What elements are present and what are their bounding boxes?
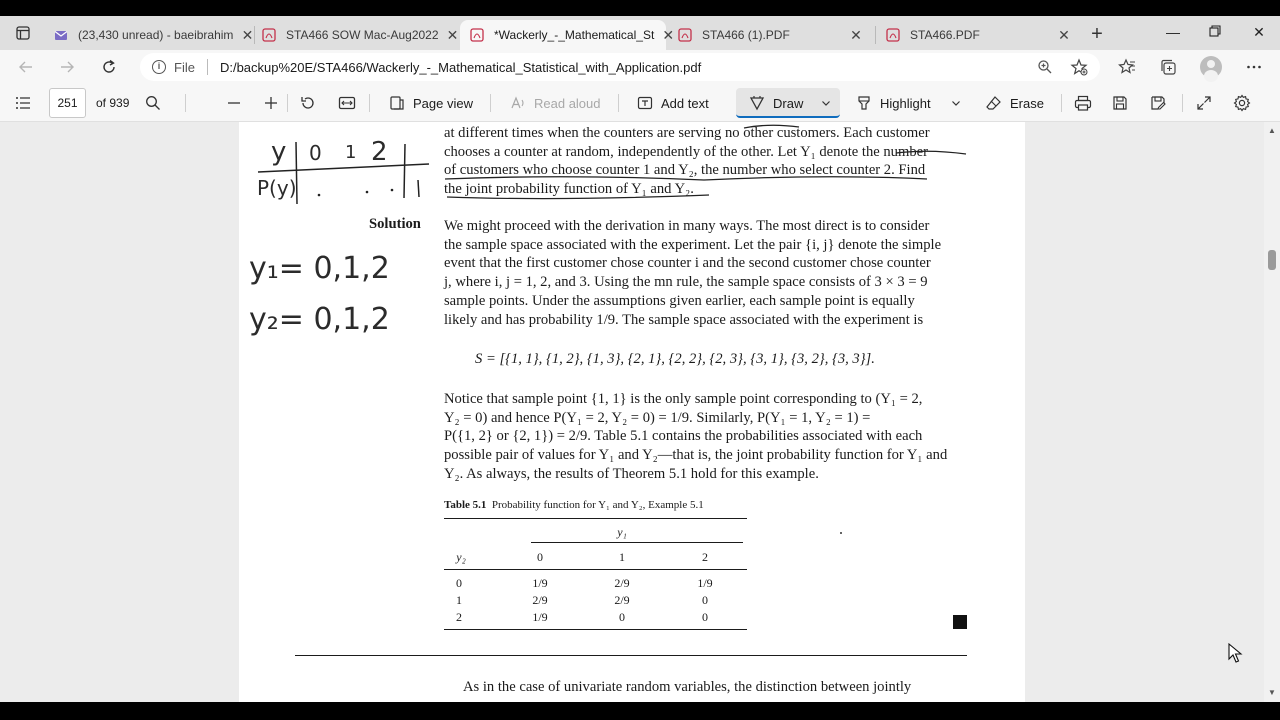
gear-icon — [1233, 94, 1251, 112]
page-view-button[interactable] — [389, 84, 473, 122]
text-line: possible pair of values for Y₁ and Y₂—that is, the joint probability function for Y₁ and — [444, 447, 948, 464]
favorites-icon — [1118, 58, 1136, 76]
pdf-page[interactable] — [239, 122, 1025, 702]
tab-sta466-1[interactable] — [668, 20, 874, 50]
close-icon[interactable]: ✕ — [662, 26, 675, 43]
rotate-button[interactable] — [300, 84, 316, 122]
table-caption-text: Probability function for Y₁ and Y₂, Example 5.1 — [491, 499, 704, 511]
minimize-button[interactable]: — — [1166, 24, 1180, 40]
fit-width-button[interactable] — [338, 84, 356, 122]
tab-strip — [0, 16, 1280, 50]
table-group-rule — [531, 542, 743, 543]
address-bar-row — [0, 50, 1280, 84]
contents-button[interactable] — [14, 84, 32, 122]
file-label: File — [174, 59, 195, 75]
table-col-group: y₁ — [617, 525, 627, 539]
arrow-left-icon — [18, 59, 34, 75]
table-cell: 2/9 — [614, 576, 630, 590]
save-icon — [1112, 95, 1128, 111]
tab-actions-button[interactable] — [8, 22, 38, 44]
table-cell: 0 — [619, 610, 625, 624]
back-button[interactable] — [14, 56, 38, 78]
add-text-label: Add text — [661, 95, 709, 111]
table-row-label: 1 — [456, 593, 462, 607]
tab-actions-icon — [16, 26, 30, 40]
more-icon — [1246, 59, 1262, 75]
mail-icon — [54, 28, 68, 42]
text-line: likely and has probability 1/9. The sample space associated with the experiment is — [444, 311, 924, 328]
table-caption-number: Table 5.1 — [444, 499, 487, 511]
forward-button[interactable] — [55, 56, 79, 78]
hw-y1-values: y₁= 0,1,2 — [249, 251, 390, 286]
collections-icon — [1159, 58, 1177, 76]
table-cell: 1/9 — [532, 576, 548, 590]
pdf-icon — [678, 28, 692, 42]
new-tab-button[interactable]: + — [1091, 23, 1103, 45]
table-cell: 2/9 — [614, 593, 630, 607]
table-row-label: 0 — [456, 576, 462, 590]
text-line: As in the case of univariate random variables, the distinction between jointly — [463, 679, 912, 695]
pdf-icon — [470, 28, 484, 42]
close-icon[interactable]: ✕ — [850, 26, 862, 43]
read-aloud-icon — [510, 95, 526, 111]
table-col-header: 2 — [702, 550, 708, 564]
table-top-rule — [444, 518, 747, 519]
text-line: j, where i, j = 1, 2, and 3. Using the mn rule, the sample space consists of 3 × 3 = 9 — [444, 274, 928, 291]
pdf-icon — [886, 28, 900, 42]
mouse-cursor-icon — [1228, 643, 1242, 663]
print-button[interactable] — [1074, 84, 1092, 122]
section-divider — [295, 655, 967, 656]
tab-label: (23,430 unread) - baeibrahim — [78, 28, 234, 42]
fullscreen-button[interactable] — [1196, 84, 1212, 122]
solution-paragraph — [444, 217, 967, 329]
eraser-icon — [986, 95, 1002, 111]
page-number-input[interactable]: 251 — [49, 88, 86, 118]
collections-button[interactable] — [1157, 56, 1179, 78]
text-line: the sample space associated with the experiment. Let the pair {i, j} denote the simple — [444, 236, 942, 253]
highlight-icon — [856, 95, 872, 111]
close-icon[interactable]: ✕ — [1058, 26, 1070, 43]
add-text-icon — [637, 95, 653, 111]
page-total-label: of 939 — [96, 96, 130, 110]
read-aloud-button[interactable] — [510, 84, 601, 122]
table-of-contents-icon — [14, 94, 32, 112]
intro-paragraph — [444, 124, 967, 199]
tab-label: STA466.PDF — [910, 28, 980, 42]
chevron-down-icon[interactable] — [951, 98, 961, 108]
tab-wackerly[interactable] — [460, 20, 675, 50]
erase-label: Erase — [1010, 95, 1044, 111]
close-icon[interactable]: ✕ — [241, 26, 254, 43]
text-line: We might proceed with the derivation in many ways. The most direct is to consider — [444, 218, 930, 234]
add-text-button[interactable] — [637, 84, 709, 122]
find-button[interactable] — [145, 84, 161, 122]
text-line: the joint probability function of Y₁ and Y₂. — [444, 181, 694, 198]
profile-avatar[interactable] — [1200, 56, 1222, 78]
draw-label: Draw — [773, 95, 804, 111]
tab-sow[interactable] — [252, 20, 462, 50]
ink-table-hline — [258, 164, 429, 172]
text-line: event that the first customer chose counter i and the second customer chose counter — [444, 255, 931, 272]
window-close-button[interactable]: ✕ — [1253, 24, 1265, 40]
pdf-icon — [262, 28, 276, 42]
hw-y-label: y — [271, 137, 287, 167]
close-icon[interactable]: ✕ — [446, 26, 459, 43]
read-aloud-label: Read aloud — [534, 95, 601, 111]
settings-more-button[interactable] — [1243, 56, 1265, 78]
tab-mail[interactable] — [44, 20, 254, 50]
sample-space-equation: S = [{1, 1}, {1, 2}, {1, 3}, {2, 1}, {2, 2}, {2, 3}, {3, 1}, {3, 2}, {3, 3}]. — [475, 351, 875, 367]
table-col-header: 0 — [537, 550, 543, 564]
save-as-button[interactable] — [1150, 84, 1166, 122]
text-line: chooses a counter at random, independently of the other. Let Y₁ denote the number — [444, 143, 928, 160]
solution-label: Solution — [369, 216, 421, 232]
hw-zero: 0 — [309, 141, 322, 165]
page-total — [96, 84, 129, 122]
refresh-icon — [101, 59, 117, 75]
table-col-header: 1 — [619, 550, 625, 564]
add-favorite-button[interactable] — [1068, 56, 1090, 78]
text-line: sample points. Under the assumptions given earlier, each sample point is equally — [444, 292, 915, 309]
table-bottom-rule — [444, 629, 747, 630]
star-add-icon — [1070, 58, 1088, 76]
table-cell: 0 — [702, 593, 708, 607]
arrow-right-icon — [59, 59, 75, 75]
favorites-button[interactable] — [1116, 56, 1138, 78]
scroll-up-icon[interactable]: ▲ — [1268, 126, 1276, 135]
notice-paragraph — [444, 390, 967, 484]
refresh-button[interactable] — [97, 56, 121, 78]
ink-table-vline-2 — [404, 144, 405, 198]
table-cell: 1/9 — [697, 576, 713, 590]
zoom-button[interactable] — [1034, 56, 1056, 78]
hw-py-label: P(y) — [257, 176, 297, 200]
tab-label: STA466 (1).PDF — [702, 28, 790, 42]
text-line: Y₂ = 0) and hence P(Y₁ = 2, Y₂ = 0) = 1/9. Similarly, P(Y₁ = 1, Y₂ = 1) = — [444, 409, 871, 426]
page-view-label: Page view — [413, 95, 473, 111]
end-of-proof-mark — [953, 615, 967, 629]
tab-label: STA466 SOW Mac-Aug2022 — [286, 28, 439, 42]
zoom-icon — [1037, 59, 1053, 75]
text-line: at different times when the counters are serving no other customers. Each customer — [444, 125, 930, 141]
address-bar[interactable] — [140, 53, 1100, 81]
plus-icon — [263, 95, 279, 111]
text-line: Notice that sample point {1, 1} is the only sample point corresponding to (Y₁ = 2, — [444, 391, 923, 407]
hw-two: 2 — [371, 137, 388, 167]
vertical-scrollbar[interactable] — [1264, 122, 1280, 702]
pdf-settings-button[interactable] — [1233, 84, 1251, 122]
restore-button[interactable] — [1204, 24, 1226, 44]
fit-width-icon — [338, 95, 356, 111]
table-row-header: y₂ — [456, 550, 466, 564]
ink-table-vline-1 — [296, 142, 297, 204]
save-button[interactable] — [1112, 84, 1128, 122]
restore-icon — [1209, 25, 1221, 37]
hw-one: 1 — [345, 142, 357, 163]
page-view-icon — [389, 95, 405, 111]
tab-sta466[interactable] — [876, 20, 1082, 50]
table-caption — [444, 499, 704, 511]
table-cell: 0 — [702, 610, 708, 624]
minus-icon — [226, 95, 242, 111]
chevron-down-icon[interactable] — [821, 98, 831, 108]
tab-label: *Wackerly_-_Mathematical_St — [494, 28, 655, 42]
text-line: Y₂. As always, the results of Theorem 5.1 hold for this example. — [444, 465, 819, 482]
highlight-button[interactable] — [856, 84, 961, 122]
table-cell: 1/9 — [532, 610, 548, 624]
scroll-down-icon[interactable]: ▼ — [1268, 688, 1276, 697]
info-icon[interactable]: i — [152, 60, 166, 74]
zoom-out-button[interactable] — [226, 84, 242, 122]
print-icon — [1074, 95, 1092, 111]
erase-button[interactable] — [986, 84, 1044, 122]
save-as-icon — [1150, 95, 1166, 111]
table-cell: 2/9 — [532, 593, 548, 607]
hw-y2-values: y₂= 0,1,2 — [249, 302, 390, 337]
table-header-rule — [444, 569, 747, 570]
highlight-label: Highlight — [880, 95, 931, 111]
draw-button[interactable] — [749, 84, 831, 122]
text-line: of customers who choose counter 1 and Y₂, the number who select counter 2. Find — [444, 162, 926, 179]
url-text[interactable]: D:/backup%20E/STA466/Wackerly_-_Mathematical_Statistical_with_Application.pdf — [219, 59, 702, 75]
zoom-in-button[interactable] — [263, 84, 279, 122]
scroll-thumb[interactable] — [1268, 250, 1276, 270]
rotate-icon — [300, 95, 316, 111]
draw-icon — [749, 95, 765, 111]
text-line: P({1, 2} or {2, 1}) = 2/9. Table 5.1 contains the probabilities associated with each — [444, 428, 923, 445]
search-icon — [145, 95, 161, 111]
pdf-viewer[interactable] — [0, 122, 1280, 702]
table-row-label: 2 — [456, 610, 462, 624]
expand-icon — [1196, 95, 1212, 111]
